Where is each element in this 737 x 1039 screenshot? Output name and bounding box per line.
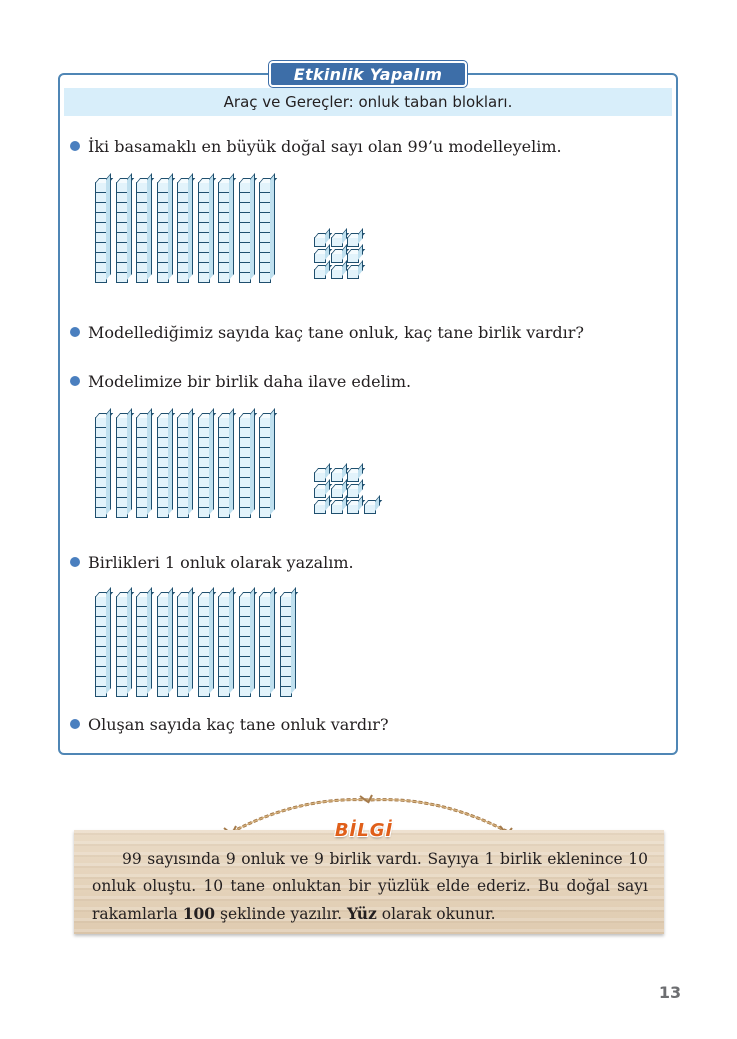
info-text [92, 846, 648, 928]
ten-rod [157, 417, 169, 518]
materials-banner: Araç ve Gereçler: onluk taban blokları. [64, 88, 672, 116]
one-cube [331, 237, 343, 247]
one-cube [364, 504, 376, 514]
one-cube [347, 472, 359, 482]
ten-rod [177, 417, 189, 518]
one-cube [314, 488, 326, 498]
step-3-text: Modelimize bir birlik daha ilave edelim. [88, 372, 412, 391]
step-3 [70, 372, 411, 391]
info-word: Yüz [347, 904, 377, 923]
info-text-3: olarak okunur. [376, 905, 496, 923]
info-text-2: şeklinde yazılır. [215, 905, 348, 923]
ten-rod [95, 596, 107, 697]
ten-rod [136, 596, 148, 697]
one-cube [331, 253, 343, 263]
one-cube [347, 269, 359, 279]
one-cube [347, 504, 359, 514]
ten-rod [198, 182, 210, 283]
activity-tab-title: Etkinlik Yapalım [269, 61, 467, 87]
ten-rod [259, 596, 271, 697]
ten-rod [280, 596, 292, 697]
one-cube [331, 269, 343, 279]
one-cube [331, 488, 343, 498]
ten-rod [157, 182, 169, 283]
ten-rod [218, 417, 230, 518]
ten-rod [198, 417, 210, 518]
ten-rod [198, 596, 210, 697]
ten-rod [218, 182, 230, 283]
step-4-text: Birlikleri 1 onluk olarak yazalım. [88, 553, 354, 572]
step-5-text: Oluşan sayıda kaç tane onluk vardır? [88, 715, 389, 734]
ten-rod [177, 596, 189, 697]
bullet-icon [70, 376, 80, 386]
step-5 [70, 715, 389, 734]
step-1-text: İki basamaklı en büyük doğal sayı olan 99’u modelleyelim. [88, 137, 562, 156]
page-number: 13 [658, 983, 682, 1002]
info-title: BİLGİ [334, 820, 394, 841]
ten-rod [239, 596, 251, 697]
ten-rod [136, 417, 148, 518]
ten-rod [218, 596, 230, 697]
one-cube [347, 237, 359, 247]
one-cube [347, 488, 359, 498]
one-cube [331, 472, 343, 482]
ten-rod [116, 596, 128, 697]
bullet-icon [70, 557, 80, 567]
ten-rod [116, 417, 128, 518]
bullet-icon [70, 719, 80, 729]
step-4 [70, 553, 354, 572]
bullet-icon [70, 141, 80, 151]
one-cube [347, 253, 359, 263]
info-text-1: 99 sayısında 9 onluk ve 9 birlik vardı. Sayıya 1 birlik eklenince 10 onluk oluştu. 10 tane onluktan bir yüzlük elde ederiz. Bu doğal sayı rakamlarla [92, 850, 648, 923]
one-cube [314, 253, 326, 263]
ten-rod [259, 182, 271, 283]
one-cube [331, 504, 343, 514]
step-1 [70, 137, 562, 156]
bullet-icon [70, 327, 80, 337]
info-number: 100 [182, 904, 216, 923]
ten-rod [239, 182, 251, 283]
ten-rod [95, 417, 107, 518]
ten-rod [239, 417, 251, 518]
ten-rod [157, 596, 169, 697]
ten-rod [136, 182, 148, 283]
ten-rod [95, 182, 107, 283]
ten-rod [116, 182, 128, 283]
ten-rod [177, 182, 189, 283]
one-cube [314, 504, 326, 514]
step-2 [70, 323, 584, 342]
step-2-text: Modellediğimiz sayıda kaç tane onluk, kaç tane birlik vardır? [88, 323, 585, 342]
one-cube [314, 472, 326, 482]
one-cube [314, 269, 326, 279]
ten-rod [259, 417, 271, 518]
one-cube [314, 237, 326, 247]
